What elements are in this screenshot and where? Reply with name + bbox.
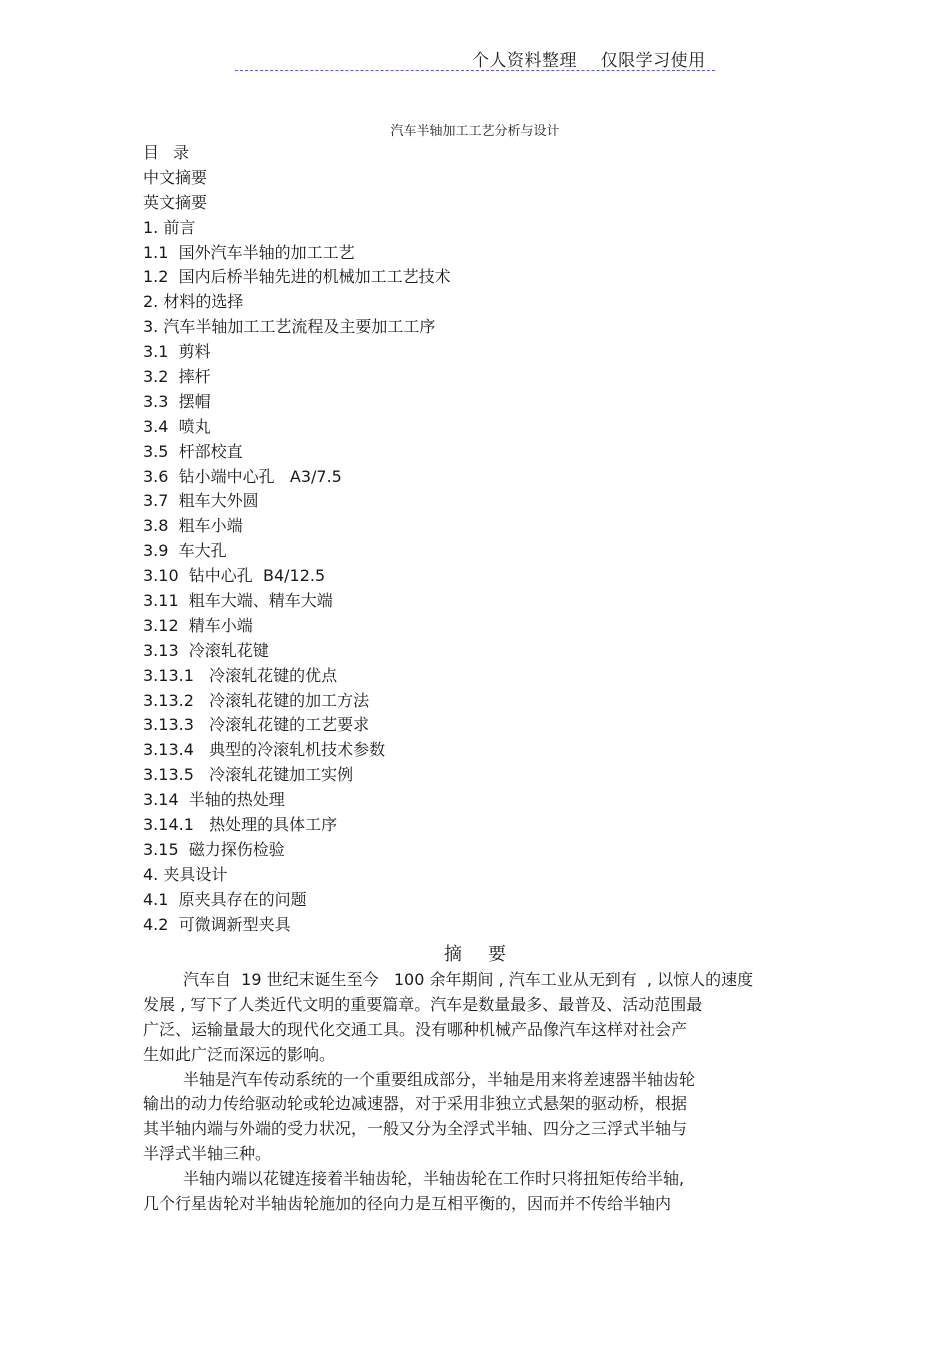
toc-item: 3.11 粗车大端、精车大端 bbox=[143, 591, 333, 611]
toc-item: 3.13.4 典型的冷滚轧机技术参数 bbox=[143, 740, 386, 760]
toc-item: 3.13.3 冷滚轧花键的工艺要求 bbox=[143, 715, 370, 735]
toc-item: 3.12 精车小端 bbox=[143, 615, 253, 635]
toc-item: 1.2 国内后桥半轴先进的机械加工工艺技术 bbox=[143, 267, 451, 287]
toc-item: 3.14 半轴的热处理 bbox=[143, 790, 285, 810]
toc-item: 3.9 车大孔 bbox=[143, 541, 227, 561]
header-divider bbox=[235, 70, 715, 71]
toc-item: 4.2 可微调新型夹具 bbox=[143, 914, 291, 934]
toc-item: 3.13.2 冷滚轧花键的加工方法 bbox=[143, 690, 370, 710]
toc-item: 4. 夹具设计 bbox=[143, 864, 228, 884]
toc-item: 3.13 冷滚轧花键 bbox=[143, 640, 269, 660]
toc-item: 1.1 国外汽车半轴的加工工艺 bbox=[143, 242, 355, 262]
table-of-contents bbox=[143, 141, 451, 938]
toc-item: 3.5 杆部校直 bbox=[143, 441, 243, 461]
page-header: 个人资料整理 仅限学习使用 bbox=[472, 51, 706, 71]
toc-heading: 目录 bbox=[143, 143, 204, 162]
toc-item: 3.13.1 冷滚轧花键的优点 bbox=[143, 665, 338, 685]
toc-item: 3.7 粗车大外圆 bbox=[143, 491, 259, 511]
paragraph-line: 几个行星齿轮对半轴齿轮施加的径向力是互相平衡的，因而并不传给半轴内 bbox=[143, 1194, 672, 1214]
toc-item: 2. 材料的选择 bbox=[143, 292, 244, 312]
toc-item: 3. 汽车半轴加工工艺流程及主要加工工序 bbox=[143, 317, 436, 337]
toc-item: 3.1 剪料 bbox=[143, 342, 211, 362]
toc-item: 4.1 原夹具存在的问题 bbox=[143, 889, 307, 909]
toc-item: 中文摘要 bbox=[143, 167, 208, 187]
toc-item: 3.3 摆帽 bbox=[143, 391, 211, 411]
paragraph-line: 半轴内端以花键连接着半轴齿轮，半轴齿轮在工作时只将扭矩传给半轴, bbox=[183, 1169, 685, 1189]
document-title: 汽车半轴加工工艺分析与设计 bbox=[390, 124, 560, 139]
toc-item: 3.15 磁力探伤检验 bbox=[143, 839, 285, 859]
paragraph-line: 生如此广泛而深远的影响。 bbox=[143, 1044, 336, 1064]
paragraph-line: 半轴是汽车传动系统的一个重要组成部分，半轴是用来将差速器半轴齿轮 bbox=[183, 1069, 696, 1089]
toc-item: 英文摘要 bbox=[143, 192, 208, 212]
paragraph-line: 其半轴内端与外端的受力状况，一般又分为全浮式半轴、四分之三浮式半轴与 bbox=[143, 1119, 688, 1139]
toc-item: 3.10 钻中心孔 B4/12.5 bbox=[143, 566, 326, 586]
paragraph-line: 半浮式半轴三种。 bbox=[143, 1144, 272, 1164]
abstract-body bbox=[143, 968, 823, 1217]
abstract-heading: 摘要 bbox=[444, 944, 532, 965]
toc-item: 3.14.1 热处理的具体工序 bbox=[143, 815, 338, 835]
toc-item: 1. 前言 bbox=[143, 217, 196, 237]
toc-item: 3.6 钻小端中心孔 A3/7.5 bbox=[143, 466, 342, 486]
paragraph-line: 发展 , 写下了人类近代文明的重要篇章。汽车是数量最多、最普及、活动范围最 bbox=[143, 994, 703, 1014]
toc-item: 3.4 喷丸 bbox=[143, 416, 211, 436]
toc-item: 3.8 粗车小端 bbox=[143, 516, 243, 536]
paragraph-line: 汽车自 19 世纪末诞生至今 100 余年期间 , 汽车工业从无到有 , 以惊人的速度 bbox=[183, 970, 754, 989]
toc-item: 3.2 摔杆 bbox=[143, 367, 211, 387]
paragraph-line: 输出的动力传给驱动轮或轮边减速器，对于采用非独立式悬架的驱动桥，根据 bbox=[143, 1094, 688, 1114]
toc-item: 3.13.5 冷滚轧花键加工实例 bbox=[143, 765, 354, 785]
paragraph-line: 广泛、运输量最大的现代化交通工具。没有哪种机械产品像汽车这样对社会产 bbox=[143, 1019, 688, 1039]
